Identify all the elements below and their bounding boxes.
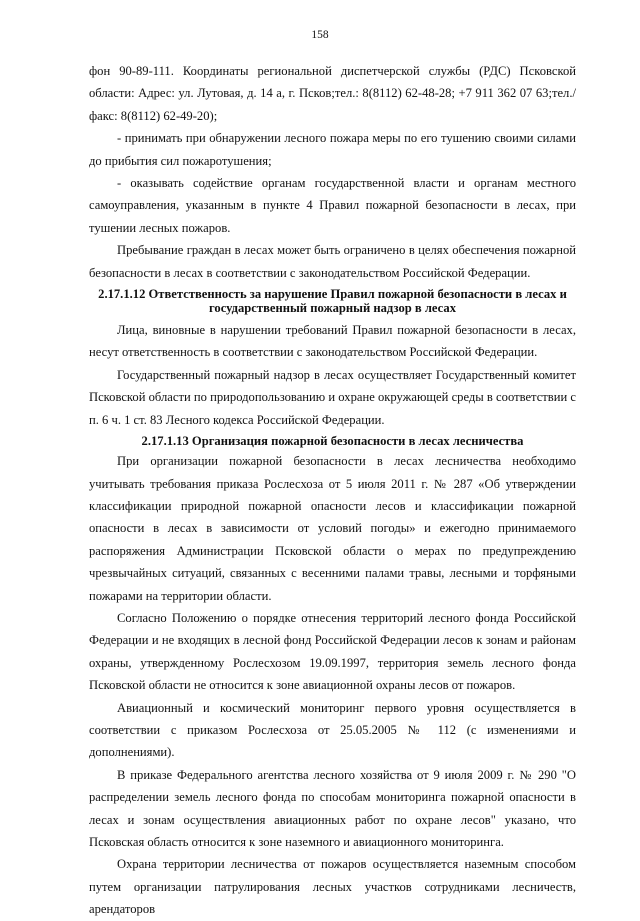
paragraph: Охрана территории лесничества от пожаров осуществляется наземным способом путем организации патрулирования лесных участков сотрудниками лесничеств, арендаторов: [89, 857, 576, 917]
page-body: [89, 60, 576, 921]
paragraph: - оказывать содействие органам государственной власти и органам местного самоуправления, указанным в пункте 4 Правил пожарной безопасности в лесах, при тушении лесных пожаров.: [89, 176, 576, 235]
paragraph: Государственный пожарный надзор в лесах осуществляет Государственный комитет Псковской области по природопользованию и охране окружающей среды в соответствии с п. 6 ч. 1 ст. 83 Лесного кодекса Российской Федерации.: [89, 367, 576, 427]
paragraph: Лица, виновные в нарушении требований Правил пожарной безопасности в лесах, несут ответственность в соответствии с законодательством Российской Федерации.: [89, 323, 576, 360]
paragraph: При организации пожарной безопасности в лесах лесничества необходимо учитывать требования приказа Рослесхоза от 5 июля 2011 г. № 287 «Об утверждении классификации природной пожарной опасности лесов и классификации пожарной опасности в лесах в зависимости от условий погоды» и ежегодно принимаемого распоряжения Администрации Псковской области о мерах по предупреждению чрезвычайных ситуаций, связанных с весенними палами травы, лесными и торфяными пожарами на территории области.: [89, 454, 576, 603]
paragraph: В приказе Федерального агентства леcного хозяйства от 9 июля 2009 г. № 290 "О распределении земель лесного фонда по способам мониторинга пожарной опасности в лесах и зонам осуществления авиационных работ по охране лесов" указано, что Псковская область относится к зоне наземного и авиационного мониторинга.: [89, 767, 576, 849]
paragraph: - принимать при обнаружении лесного пожара меры по его тушению своими силами до прибытия сил пожаротушения;: [89, 131, 576, 168]
paragraph: фон 90-89-111. Координаты региональной диспетчерской службы (РДС) Псковской области: Адрес: ул. Лутовая, д. 14 а, г. Псков;тел.: 8(8112) 62-48-28; +7 911 362 07 63;тел./факс: 8(8112) 62-49-20);: [89, 64, 576, 123]
paragraph: Авиационный и космический мониторинг первого уровня осуществляется в соответствии с приказом Рослесхоза от 25.05.2005 № 112 (с изменениями и дополнениями).: [89, 700, 576, 760]
section-heading-2-17-1-13: 2.17.1.13 Организация пожарной безопасности в лесах лесничества: [141, 434, 524, 449]
paragraph: Пребывание граждан в лесах может быть ограничено в целях обеспечения пожарной безопасности в лесах в соответствии с законодательством Российской Федерации.: [89, 243, 576, 280]
paragraph: Согласно Положению о порядке отнесения территорий лесного фонда Российской Федерации и не входящих в лесной фонд Российской Федерации лесов к зонам и районам охраны, утвержденному Рослесхозом 19.09.1997, территория земель лесного фонда Псковской области не относится к зоне авиационной охраны лесов от пожаров.: [89, 610, 576, 693]
section-heading-2-17-1-12: 2.17.1.12 Ответственность за нарушение Правил пожарной безопасности в лесах и государственный пожарный надзор в лесах: [98, 287, 567, 316]
page-number: 158: [311, 29, 329, 41]
